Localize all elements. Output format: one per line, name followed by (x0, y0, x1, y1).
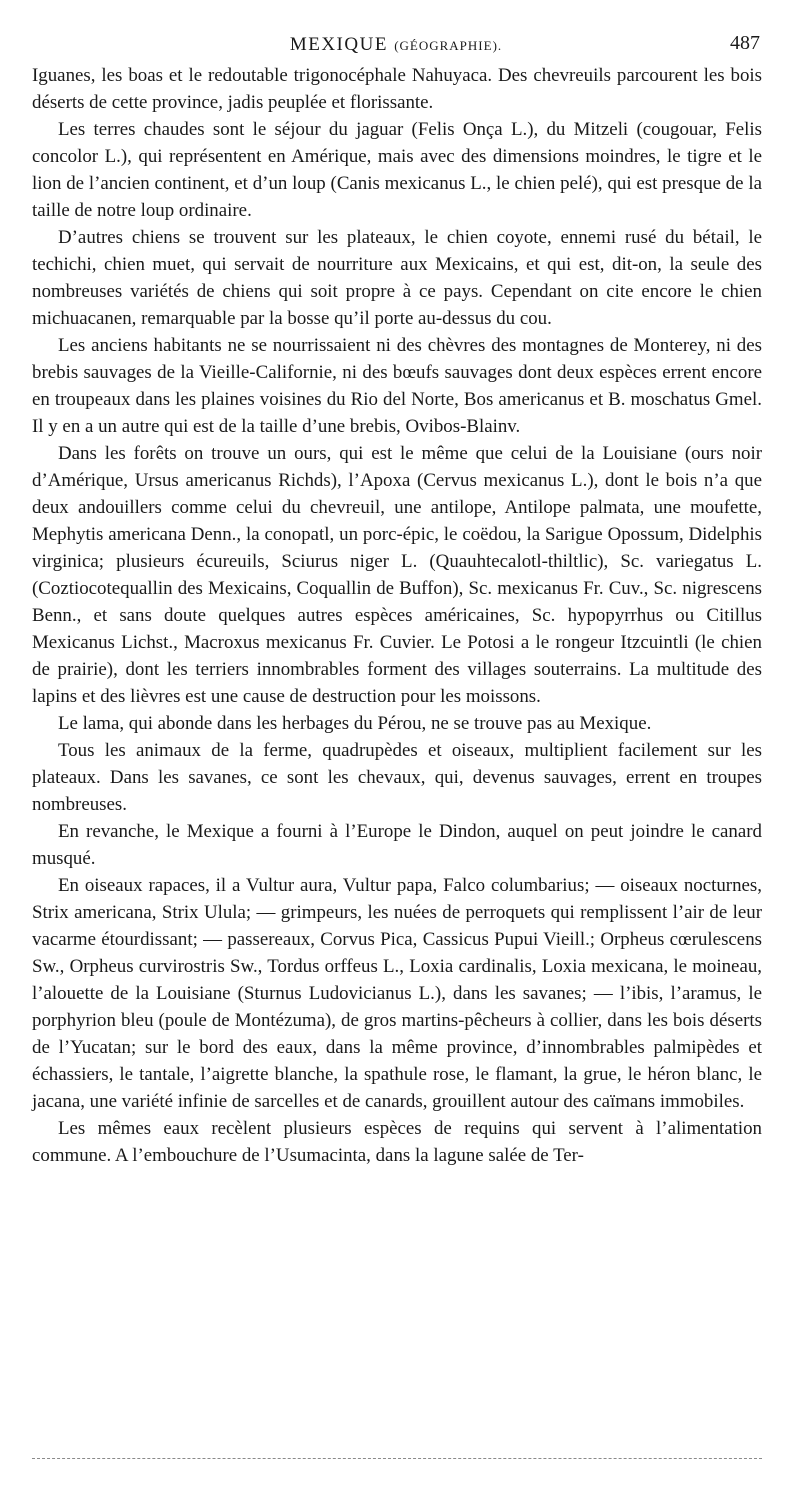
running-head-subtitle: (GÉOGRAPHIE). (394, 38, 503, 53)
running-head-title: MEXIQUE (289, 34, 388, 55)
paragraph-oiseaux: En oiseaux rapaces, il a Vultur aura, Vultur papa, Falco columbarius; — oiseaux nocturnes, Strix americana, Strix Ulula; — grimpeurs, les nuées de perroquets qui remplissent l’air de leur vacarme étourdissant; — passereaux, Corvus Pica, Cassicus Pupui Vieill.; Orpheus cœrulescens Sw., Orpheus curvirostris Sw., Tordus orffeus L., Loxia cardinalis, Loxia mexicana, le moineau, l’alouette de la Louisiane (Sturnus Ludovicianus L.), dans les savanes; — l’ibis, l’aramus, le porphyrion bleu (poule de Montézuma), de gros martins-pêcheurs à collier, dans les bois déserts de l’Yucatan; sur le bord des eaux, dans la même province, d’innombrables palmipèdes et échassiers, le tantale, l’aigrette blanche, la spathule rose, le flamant, la grue, le héron blanc, le jacana, une variété infinie de sarcelles et de canards, grouillent autour des caïmans immobiles. (32, 875, 762, 1112)
body-text (32, 62, 762, 1169)
running-head (32, 34, 760, 56)
paragraph-iguanes: Iguanes, les boas et le redoutable trigonocéphale Nahuyaca. Des chevreuils parcourent les bois déserts de cette province, jadis peuplée et florissante. (32, 65, 762, 113)
paragraph-terres-chaudes: Les terres chaudes sont le séjour du jaguar (Felis Onça L.), du Mitzeli (cougouar, Felis concolor L.), qui représentent en Amérique, mais avec des dimensions moindres, le tigre et le lion de l’ancien continent, et d’un loup (Canis mexicanus L., le chien pelé), qui est presque de la taille de notre loup ordinaire. (32, 119, 762, 221)
paragraph-requins: Les mêmes eaux recèlent plusieurs espèces de requins qui servent à l’alimentation commune. A l’embouchure de l’Usumacinta, dans la lagune salée de Ter- (32, 1118, 762, 1166)
paragraph-animaux-ferme: Tous les animaux de la ferme, quadrupèdes et oiseaux, multiplient facilement sur les plateaux. Dans les savanes, ce sont les chevaux, qui, devenus sauvages, errent en troupes nombreuses. (32, 740, 762, 815)
page-number: 487 (730, 32, 760, 54)
paragraph-chiens: D’autres chiens se trouvent sur les plateaux, le chien coyote, ennemi rusé du bétail, le techichi, chien muet, qui servait de nourriture aux Mexicains, et qui est, dit-on, la seule des nombreuses variétés de chiens qui soit propre à ce pays. Cependant on cite encore le chien michuacanen, remarquable par la bosse qu’il porte au-dessus du cou. (32, 227, 762, 329)
paragraph-anciens-habitants: Les anciens habitants ne se nourrissaient ni des chèvres des montagnes de Monterey, ni des brebis sauvages de la Vieille-Californie, ni des bœufs sauvages dont deux espèces errent encore en troupeaux dans les plaines voisines du Rio del Norte, Bos americanus et B. moschatus Gmel. Il y en a un autre qui est de la taille d’une brebis, Ovibos-Blainv. (32, 335, 762, 437)
page-header (32, 30, 760, 60)
paragraph-forets: Dans les forêts on trouve un ours, qui est le même que celui de la Louisiane (ours noir d’Amérique, Ursus americanus Richds), l’Apoxa (Cervus mexicanus L.), dont le bois n’a que deux andouillers comme celui du chevreuil, une antilope, Antilope palmata, une moufette, Mephytis americana Denn., la conopatl, un porc-épic, le coëdou, la Sarigue Opossum, Didelphis virginica; plusieurs écureuils, Sciurus niger L. (Quauhtecalotl-thiltlic), Sc. variegatus L. (Coztiocotequallin des Mexicains, Coquallin de Buffon), Sc. mexicanus Fr. Cuv., Sc. nigrescens Benn., et sans doute quelques autres espèces américaines, Sc. hypopyrrhus ou Citillus Mexicanus Lichst., Macroxus mexicanus Fr. Cuvier. Le Potosi a le rongeur Itzcuintli (le chien de prairie), dont les terriers innombrables forment des villages souterrains. La multitude des lapins et des lièvres est une cause de destruction pour les moissons. (32, 443, 762, 707)
paragraph-dindon: En revanche, le Mexique a fourni à l’Europe le Dindon, auquel on peut joindre le canard musqué. (32, 821, 762, 869)
paragraph-lama: Le lama, qui abonde dans les herbages du Pérou, ne se trouve pas au Mexique. (58, 713, 652, 734)
footer-dashed-rule (32, 1458, 762, 1459)
